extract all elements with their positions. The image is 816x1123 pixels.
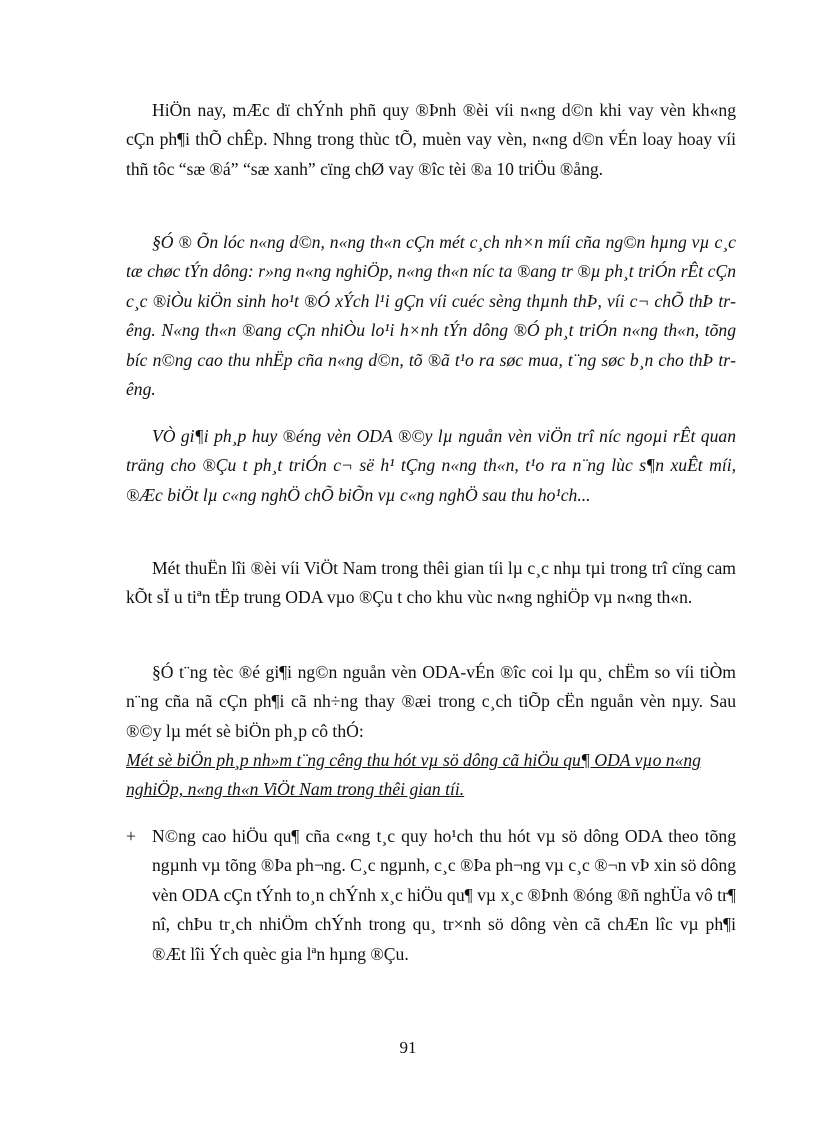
paragraph-loan-procedures: HiÖn nay, mÆc dï chÝnh phñ quy ®Þnh ®èi víi n«ng d©n khi vay vèn kh«ng cÇn ph¶i thÕ chÊp. Nhng trong thùc tÕ, muèn vay vèn, n«ng d©n vÉn loay hoay víi thñ tôc “sæ ®á” “sæ xanh” cïng chØ vay ®îc tèi ®a 10 triÖu ®ång. [126,100,736,179]
bullet-item [126,822,736,972]
paragraph-credit-outlook: §Ó ® Õn lóc n«ng d©n, n«ng th«n cÇn mét c¸ch nh×n míi cña ng©n hµng vµ c¸c tæ chøc tÝn dông: r»ng n«ng nghiÖp, n«ng th«n níc ta ®ang tr ®µ ph¸t triÓn rÊt cÇn c¸c ®iÒu kiÖn sinh ho¹t ®Ó xÝch l¹i gÇn víi cuéc sèng thµnh thÞ, víi c¬ chÕ thÞ trêng. N«ng th«n ®ang cÇn nhiÒu lo¹i h×nh tÝn dông ®Ó ph¸t triÓn n«ng th«n, tõng bíc n©ng cao thu nhËp cña n«ng d©n, tõ ®ã t¹o ra søc mua, t¨ng søc b¸n cho thÞ trêng. [126,232,736,400]
paragraph-vietnam-advantage: Mét thuËn lîi ®èi víi ViÖt Nam trong thêi gian tíi lµ c¸c nhµ tµi trong trî cïng cam kÕt sÏ u tiªn tËp trung ODA vµo ®Çu t cho khu vùc n«ng nghiÖp vµ n«ng th«n. [126,558,736,608]
paragraph-oda-solutions: VÒ gi¶i ph¸p huy ®éng vèn ODA ®©y lµ nguån vèn viÖn trî níc ngoµi rÊt quan träng cho ®Çu t ph¸t triÓn c¬ së h¹ tÇng n«ng th«n, t¹o ra n¨ng lùc s¶n xuÊt míi, ®Æc biÖt lµ c«ng nghÖ chÕ biÕn vµ c«ng nghÖ sau thu ho¹ch... [126,426,736,505]
paragraph-disbursement-speed: §Ó t¨ng tèc ®é gi¶i ng©n nguån vèn ODA-vÉn ®îc coi lµ qu¸ chËm so víi tiÒm n¨ng cña nã cÇn ph¶i cã nh÷ng thay ®æi trong c¸ch tiÕp cËn nguån vèn nµy. Sau ®©y lµ mét sè biÖn ph¸p cô thÓ: [126,662,736,741]
page-number: 91 [399,1038,417,1057]
section-subheading: Mét sè biÖn ph¸p nh»m t¨ng cêng thu hót vµ sö dông cã hiÖu qu¶ ODA vµo n«ng nghiÖp, n«ng th«n ViÖt Nam trong thêi gian tíi. [126,750,701,800]
bullet-marker: + [126,826,136,846]
bullet-text: N©ng cao hiÖu qu¶ cña c«ng t¸c quy ho¹ch thu hót vµ sö dông ODA theo tõng ngµnh vµ tõng ®Þa ph¬ng. C¸c ngµnh, c¸c ®Þa ph¬ng vµ c¸c ®¬n vÞ xin sö dông vèn ODA cÇn tÝnh to¸n chÝnh x¸c hiÖu qu¶ vµ x¸c ®Þnh ®óng ®ñ nghÜa vô tr¶ nî, chÞu tr¸ch nhiÖm chÝnh trong qu¸ tr×nh sö dông vèn cã chÆn lîc vµ ph¶i ®Æt lîi Ých quèc gia lªn hµng ®Çu. [152,826,736,964]
